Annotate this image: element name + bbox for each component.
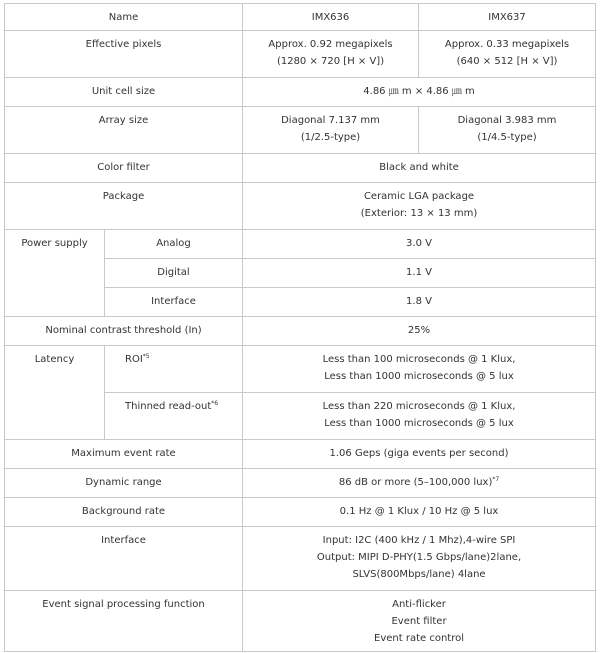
row-unit-cell-size [5,78,596,107]
contrast-threshold-label: Nominal contrast threshold (In) [5,317,243,346]
array-size-label: Array size [5,107,243,154]
imx637-pixels-line2: (640 × 512 [H × V]) [456,56,558,67]
latency-thinned-line1: Less than 220 microseconds @ 1 Klux, [322,401,516,412]
row-array-size [5,107,596,154]
row-background-rate [5,498,596,527]
interface-line1: Input: I2C (400 kHz / 1 Mhz),4-wire SPI [322,535,516,546]
latency-thinned-label [105,393,243,440]
power-digital-label: Digital [105,259,243,288]
max-event-rate-label: Maximum event rate [5,440,243,469]
package-label: Package [5,183,243,230]
latency-thinned-value [243,393,596,440]
background-rate-label: Background rate [5,498,243,527]
event-processing-line2: Event filter [391,616,447,627]
color-filter-value: Black and white [243,154,596,183]
power-interface-label: Interface [105,288,243,317]
event-processing-line1: Anti-flicker [392,599,446,610]
max-event-rate-value: 1.06 Geps (giga events per second) [243,440,596,469]
latency-roi-line2: Less than 1000 microseconds @ 5 lux [324,371,514,382]
latency-label: Latency [5,346,105,440]
latency-roi-value [243,346,596,393]
row-color-filter [5,154,596,183]
latency-roi-line1: Less than 100 microseconds @ 1 Klux, [322,354,516,365]
imx636-header: IMX636 [243,4,419,31]
row-interface [5,527,596,591]
imx636-pixels-line1: Approx. 0.92 megapixels [268,39,393,50]
interface-value [243,527,596,591]
dynamic-range-label: Dynamic range [5,469,243,498]
row-dynamic-range [5,469,596,498]
imx636-effective-pixels [243,31,419,78]
power-digital-value: 1.1 V [243,259,596,288]
thinned-text: Thinned read-out [125,401,212,412]
imx636-array-line2: (1/2.5-type) [300,132,361,143]
unit-cell-size-label: Unit cell size [5,78,243,107]
package-line1: Ceramic LGA package [363,191,475,202]
event-processing-label: Event signal processing function [5,591,243,652]
row-event-processing [5,591,596,652]
package-value [243,183,596,230]
power-supply-label: Power supply [5,230,105,317]
row-name [5,4,596,31]
interface-line2: Output: MIPI D-PHY(1.5 Gbps/lane)2lane, [316,552,522,563]
power-interface-value: 1.8 V [243,288,596,317]
color-filter-label: Color filter [5,154,243,183]
row-max-event-rate [5,440,596,469]
event-processing-value [243,591,596,652]
row-latency-roi [5,346,596,393]
thinned-footnote: *6 [211,400,219,407]
event-processing-line3: Event rate control [374,633,464,644]
contrast-threshold-value: 25% [243,317,596,346]
spec-table [4,3,596,652]
imx636-array-size [243,107,419,154]
unit-cell-size-value: 4.86 ㎛ m × 4.86 ㎛ m [243,78,596,107]
background-rate-value: 0.1 Hz @ 1 Klux / 10 Hz @ 5 lux [243,498,596,527]
roi-text: ROI [125,354,143,365]
row-package [5,183,596,230]
power-analog-value: 3.0 V [243,230,596,259]
effective-pixels-label: Effective pixels [5,31,243,78]
imx637-array-line1: Diagonal 3.983 mm [457,115,557,126]
power-analog-label: Analog [105,230,243,259]
imx636-array-line1: Diagonal 7.137 mm [281,115,380,126]
imx637-array-line2: (1/4.5-type) [477,132,537,143]
imx637-effective-pixels [419,31,596,78]
imx637-pixels-line1: Approx. 0.33 megapixels [444,39,570,50]
row-effective-pixels [5,31,596,78]
dynamic-range-value [243,469,596,498]
latency-roi-label [105,346,243,393]
dynamic-range-text: 86 dB or more (5–100,000 lux) [338,477,493,488]
row-power-analog [5,230,596,259]
imx637-header: IMX637 [419,4,596,31]
latency-thinned-line2: Less than 1000 microseconds @ 5 lux [324,418,514,429]
interface-line3: SLVS(800Mbps/lane) 4lane [352,569,486,580]
imx637-array-size [419,107,596,154]
interface-label: Interface [5,527,243,591]
roi-footnote: *5 [142,353,150,360]
dynamic-range-footnote: *7 [492,476,500,483]
name-label: Name [5,4,243,31]
imx636-pixels-line2: (1280 × 720 [H × V]) [276,56,385,67]
row-contrast-threshold [5,317,596,346]
package-line2: (Exterior: 13 × 13 mm) [360,208,478,219]
